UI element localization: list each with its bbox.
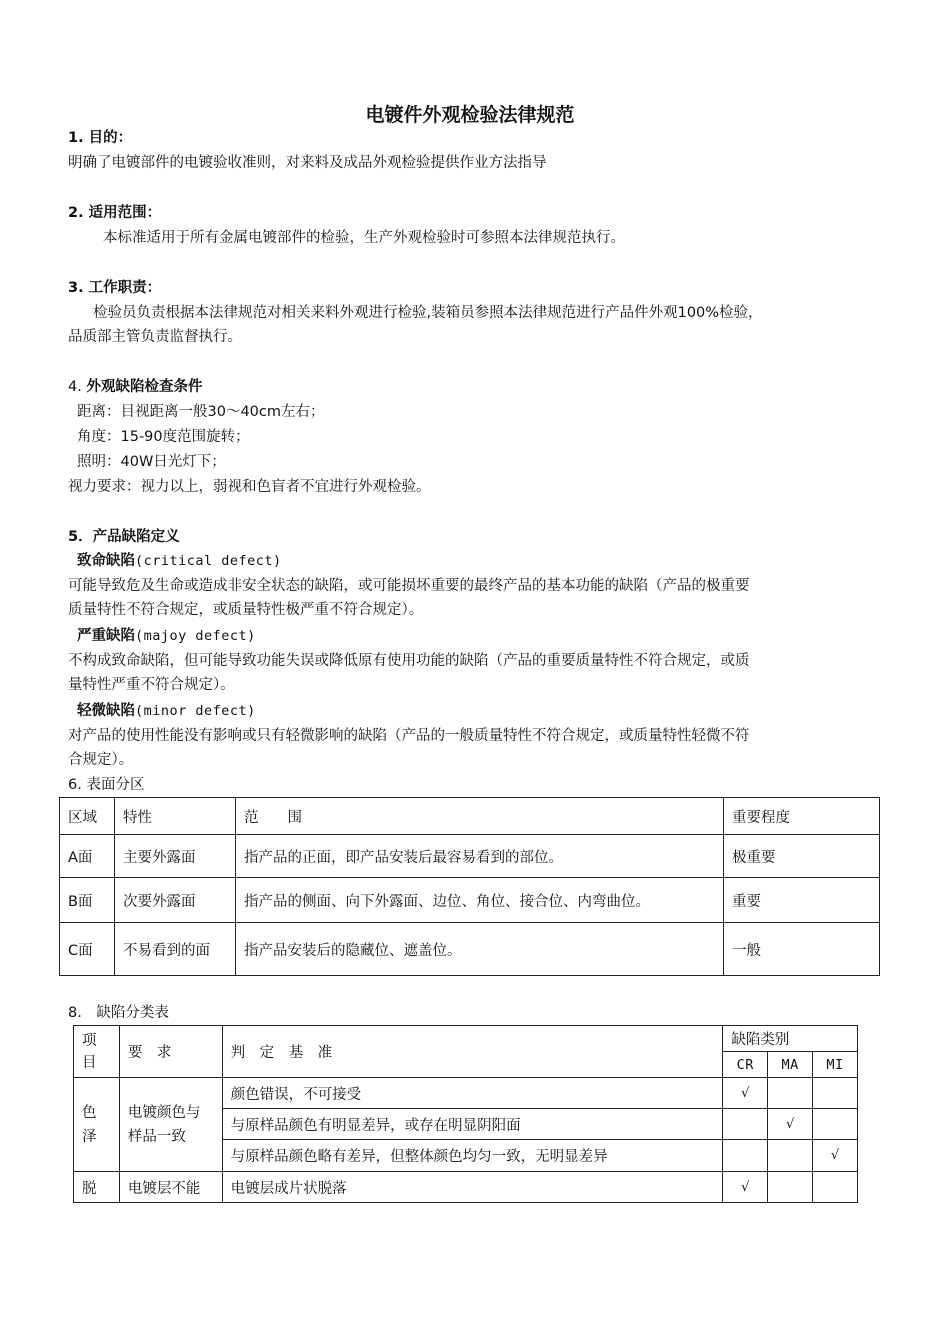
cr-mark: √ bbox=[723, 1172, 768, 1203]
header-mi: MI bbox=[813, 1052, 858, 1078]
critical-defect-text-1: 可能导致危及生命或造成非安全状态的缺陷，或可能损坏重要的最终产品的基本功能的缺陷（产品的极重要 bbox=[68, 578, 750, 594]
condition-angle: 角度：15-90度范围旋转； bbox=[77, 429, 250, 445]
minor-defect-en: (minor defect) bbox=[135, 703, 256, 719]
ma-mark bbox=[768, 1140, 813, 1172]
critical-defect-en: (critical defect) bbox=[135, 553, 282, 569]
cr-mark bbox=[723, 1140, 768, 1172]
header-cr: CR bbox=[723, 1052, 768, 1078]
mi-mark bbox=[813, 1172, 858, 1203]
importance-cell: 极重要 bbox=[724, 835, 880, 878]
minor-defect-label: 轻微缺陷 bbox=[77, 703, 135, 719]
requirement-cell-peel: 电镀层不能 bbox=[119, 1172, 222, 1203]
importance-cell: 重要 bbox=[724, 878, 880, 923]
zone-cell: B面 bbox=[60, 878, 115, 923]
section-1-text: 明确了电镀部件的电镀验收准则，对来料及成品外观检验提供作业方法指导 bbox=[68, 155, 547, 171]
header-item-line-1: 项 bbox=[82, 1032, 97, 1049]
mi-mark bbox=[813, 1078, 858, 1109]
section-3-text-2: 品质部主管负责监督执行。 bbox=[68, 329, 242, 345]
item-color-line-2: 泽 bbox=[82, 1128, 97, 1145]
basis-cell: 颜色错误，不可接受 bbox=[222, 1078, 723, 1109]
header-defect-class: 缺陷类别 bbox=[723, 1026, 858, 1052]
major-defect-en: (majoy defect) bbox=[135, 628, 256, 644]
ma-mark: √ bbox=[768, 1109, 813, 1140]
section-1-heading: 1. 目的： bbox=[68, 130, 133, 146]
mi-mark bbox=[813, 1109, 858, 1140]
basis-cell: 电镀层成片状脱落 bbox=[222, 1172, 723, 1203]
cr-mark bbox=[723, 1109, 768, 1140]
table-row bbox=[60, 835, 880, 878]
scope-cell: 指产品安装后的隐藏位、遮盖位。 bbox=[236, 923, 724, 976]
requirement-cell-color bbox=[119, 1078, 222, 1172]
section-2-text: 本标准适用于所有金属电镀部件的检验，生产外观检验时可参照本法律规范执行。 bbox=[103, 230, 625, 246]
header-importance: 重要程度 bbox=[724, 798, 880, 835]
header-item-line-2: 目 bbox=[82, 1054, 97, 1071]
surface-zone-table bbox=[59, 797, 880, 976]
section-3-text-1: 检验员负责根据本法律规范对相关来料外观进行检验,装箱员参照本法律规范进行产品件外观100%检验， bbox=[93, 305, 763, 321]
section-2-heading: 2. 适用范围： bbox=[68, 205, 162, 221]
header-scope: 范 围 bbox=[236, 798, 724, 835]
table-row bbox=[60, 878, 880, 923]
requirement-color-line-1: 电镀颜色与 bbox=[127, 1104, 201, 1121]
zone-cell: C面 bbox=[60, 923, 115, 976]
section-4-title: 外观缺陷检查条件 bbox=[86, 379, 203, 395]
basis-cell: 与原样品颜色略有差异，但整体颜色均匀一致，无明显差异 bbox=[222, 1140, 723, 1172]
major-defect-text-1: 不构成致命缺陷，但可能导致功能失误或降低原有使用功能的缺陷（产品的重要质量特性不符合规定，或质 bbox=[68, 653, 750, 669]
item-color-line-1: 色 bbox=[82, 1104, 97, 1121]
requirement-color-line-2: 样品一致 bbox=[127, 1128, 186, 1145]
table-header-row bbox=[60, 798, 880, 835]
section-4-heading bbox=[68, 377, 202, 397]
header-feature: 特性 bbox=[115, 798, 236, 835]
feature-cell: 主要外露面 bbox=[115, 835, 236, 878]
critical-defect-label: 致命缺陷 bbox=[77, 553, 135, 569]
item-cell-peel: 脱 bbox=[74, 1172, 120, 1203]
critical-defect-text-2: 质量特性不符合规定，或质量特性极严重不符合规定）。 bbox=[68, 602, 424, 618]
section-8-heading: 8. 缺陷分类表 bbox=[68, 1005, 169, 1021]
major-defect-label: 严重缺陷 bbox=[77, 628, 135, 644]
minor-defect-text-2: 合规定）。 bbox=[68, 752, 134, 768]
ma-mark bbox=[768, 1172, 813, 1203]
critical-defect-title bbox=[77, 551, 282, 571]
feature-cell: 不易看到的面 bbox=[115, 923, 236, 976]
major-defect-title bbox=[77, 626, 256, 646]
basis-cell: 与原样品颜色有明显差异，或存在明显阴阳面 bbox=[222, 1109, 723, 1140]
section-4-number: 4. bbox=[68, 379, 82, 395]
section-5-heading: 5．产品缺陷定义 bbox=[68, 529, 180, 545]
mi-mark: √ bbox=[813, 1140, 858, 1172]
header-ma: MA bbox=[768, 1052, 813, 1078]
condition-lighting: 照明：40W日光灯下； bbox=[77, 454, 226, 470]
importance-cell: 一般 bbox=[724, 923, 880, 976]
header-zone: 区域 bbox=[60, 798, 115, 835]
header-item bbox=[74, 1026, 120, 1078]
defect-classification-table bbox=[73, 1025, 858, 1203]
document-title: 电镀件外观检验法律规范 bbox=[365, 104, 575, 126]
minor-defect-text-1: 对产品的使用性能没有影响或只有轻微影响的缺陷（产品的一般质量特性不符合规定，或质量特性轻微不符 bbox=[68, 728, 750, 744]
table-row bbox=[74, 1172, 858, 1203]
table-row bbox=[74, 1078, 858, 1109]
scope-cell: 指产品的正面，即产品安装后最容易看到的部位。 bbox=[236, 835, 724, 878]
condition-distance: 距离：目视距离一般30～40cm左右； bbox=[77, 404, 325, 420]
zone-cell: A面 bbox=[60, 835, 115, 878]
item-cell-color bbox=[74, 1078, 120, 1172]
section-3-heading: 3. 工作职责： bbox=[68, 280, 162, 296]
minor-defect-title bbox=[77, 701, 256, 721]
ma-mark bbox=[768, 1078, 813, 1109]
header-basis: 判 定 基 准 bbox=[222, 1026, 723, 1078]
condition-vision: 视力要求：视力以上，弱视和色盲者不宜进行外观检验。 bbox=[68, 479, 431, 495]
table-row bbox=[60, 923, 880, 976]
cr-mark: √ bbox=[723, 1078, 768, 1109]
section-6-heading: 6. 表面分区 bbox=[68, 777, 145, 793]
header-requirement: 要 求 bbox=[119, 1026, 222, 1078]
scope-cell: 指产品的侧面、向下外露面、边位、角位、接合位、内弯曲位。 bbox=[236, 878, 724, 923]
feature-cell: 次要外露面 bbox=[115, 878, 236, 923]
major-defect-text-2: 量特性严重不符合规定）。 bbox=[68, 677, 235, 693]
